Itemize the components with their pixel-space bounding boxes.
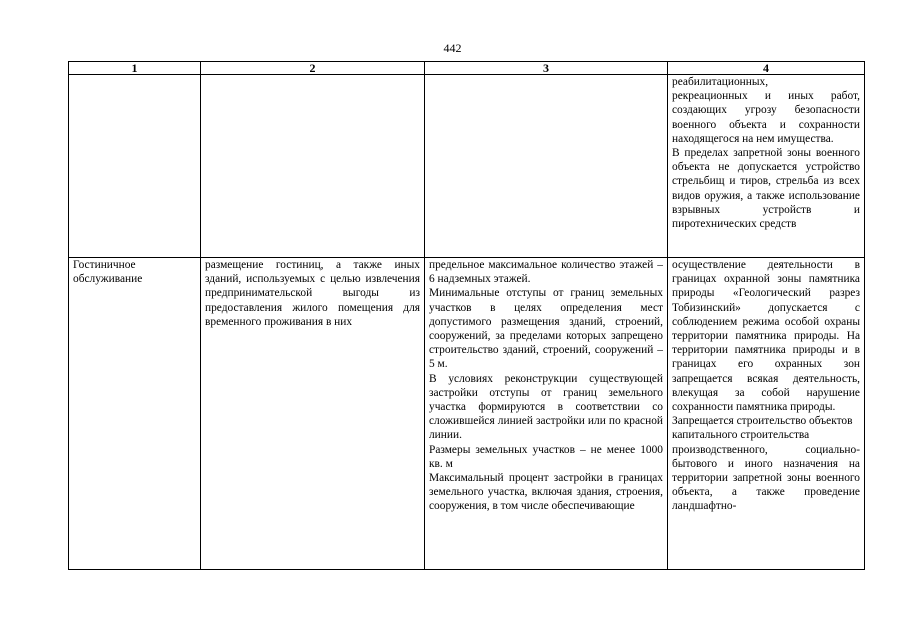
row2-col2-cell [201,258,425,570]
page-number: 442 [443,41,462,55]
row2-col3-text-4: Размеры земельных участков – не менее 1000 кв. м [429,443,663,470]
row2-col3-cell [425,258,668,570]
row2-col4-cell [668,258,865,570]
row1-col3-cell [425,75,668,258]
column-header-1: 1 [69,62,201,75]
row2-col3-text-5: Максимальный процент застройки в границах земельного участка, включая здания, строения, сооружения, в том числе обеспечивающие [429,472,663,513]
row2-col2-text: размещение гостиниц, а также иных зданий, используемых с целью извлечения предпринимательской выгоды из предоставления жилого помещения для временного проживания в них [205,259,420,328]
table-header-row [69,62,865,75]
row2-col4-text-2: Запрещается строительство объектов капитального строительства [672,415,853,442]
column-header-4: 4 [668,62,865,75]
table-row [69,258,865,570]
column-header-2: 2 [201,62,425,75]
row1-col4-text-1: реабилитационных, [672,76,769,88]
row1-col4-cell [668,75,865,258]
row2-col4-text-3: производственного, социально-бытового и иного назначения на территории запретной зоны военного объекта, а также проведение ландшафтно- [672,443,860,513]
row2-col3-text-2: Минимальные отступы от границ земельных участков в целях определения мест допустимого размещения зданий, строений, сооружений, за пределами которых запрещено строительство зданий, строений, сооружений – 5 м. [429,287,663,371]
row1-col2-cell [201,75,425,258]
row1-col4-text-3: В пределах запретной зоны военного объекта не допускается устройство стрельбищ и тиров, стрельба из всех видов оружия, а также использование взрывных устройств и пиротехнических средств [672,147,860,231]
column-header-3: 3 [425,62,668,75]
row2-col1-cell [69,258,201,570]
row2-col3-text-3: В условиях реконструкции существующей застройки отступы от границ земельного участка формируются в соответствии со сложившейся линией застройки или по красной линии. [429,372,663,442]
row1-col4-text-2: рекреационных и иных работ, создающих угрозу безопасности военного объекта и сохранности находящегося на нем имущества. [672,90,860,145]
row1-col1-cell [69,75,201,258]
row2-col3-text-1: предельное максимальное количество этажей – 6 надземных этажей. [429,259,663,286]
table-row [69,75,865,258]
row2-col4-text-1: осуществление деятельности в границах охранной зоны памятника природы «Геологический разрез Тобизинский» допускается с соблюдением режима особой охраны территории памятника природы. На территории памятника природы и в границах его охранных зон запрещается всякая деятельность, влекущая за собой нарушение сохранности памятника природы. [672,259,860,414]
regulations-table [68,61,865,570]
row2-col1-text: Гостиничное обслуживание [73,259,143,286]
